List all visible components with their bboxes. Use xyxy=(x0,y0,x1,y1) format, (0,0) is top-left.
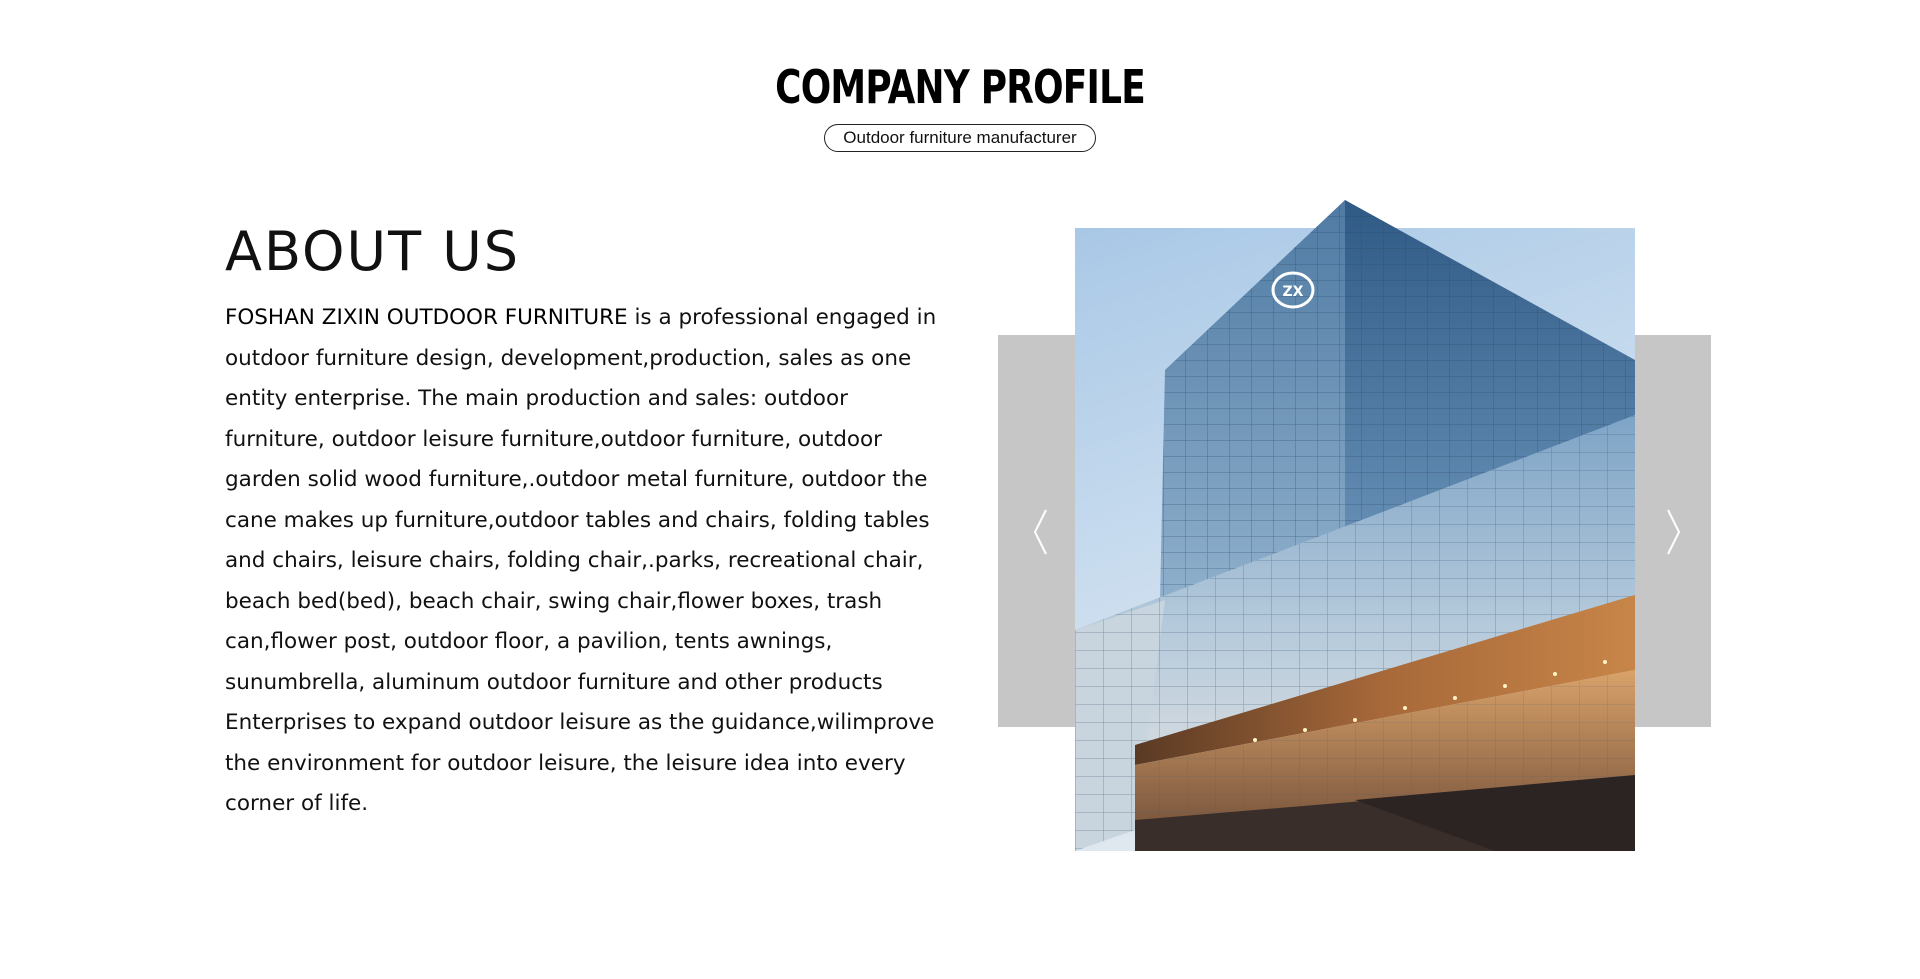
about-body: is a professional engaged in outdoor furniture design, development,production, sales as one entity enterprise. The main production and sales: outdoor furniture, outdoor leisure furniture,outdoor furniture, outdoor garden solid wood furniture,.outdoor metal furniture, outdoor the cane makes up furniture,outdoor tables and chairs, folding tables and chairs, leisure chairs, folding chair,.parks, recreational chair, beach bed(bed), beach chair, swing chair,flower boxes, trash can,flower post, outdoor floor, a pavilion, tents awnings, sunumbrella, aluminum outdoor furniture and other products Enterprises to expand outdoor leisure as the guidance,wilimprove the environment for outdoor leisure, the leisure idea into every corner of life. xyxy=(225,305,937,816)
chevron-right-icon[interactable] xyxy=(1662,508,1682,556)
section-title: COMPANY PROFILE xyxy=(775,60,1145,114)
building-photo xyxy=(1075,200,1635,851)
section-header xyxy=(0,60,1920,152)
about-paragraph xyxy=(225,298,950,825)
company-name: FOSHAN ZIXIN OUTDOOR FURNITURE xyxy=(225,305,628,330)
about-heading: ABOUT US xyxy=(225,220,521,283)
chevron-left-icon[interactable] xyxy=(1032,508,1052,556)
svg-text:ZX: ZX xyxy=(1282,284,1304,300)
section-subtitle-pill: Outdoor furniture manufacturer xyxy=(824,124,1096,152)
